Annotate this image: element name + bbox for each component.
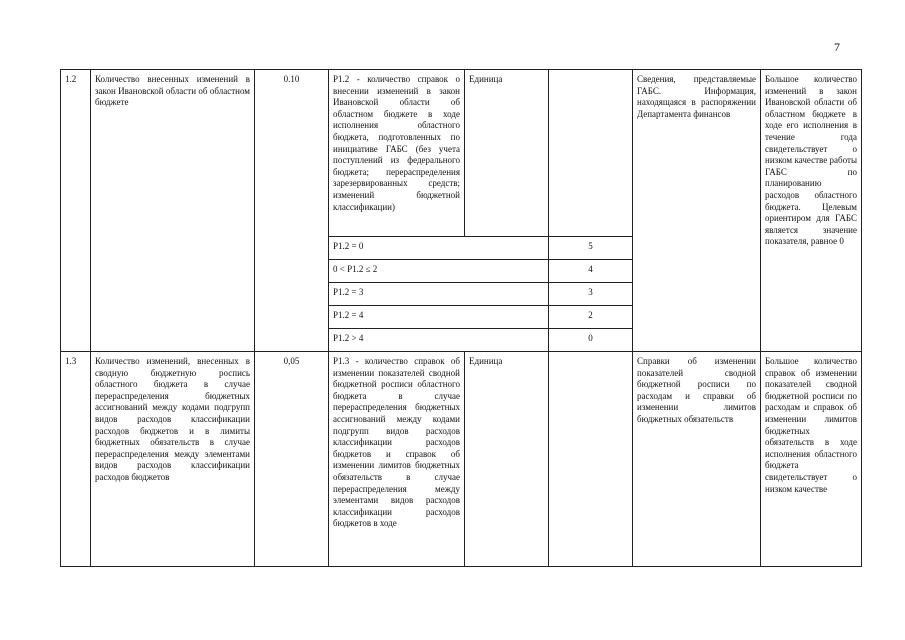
score-condition: 0 < P1.2 ≤ 2 [329, 260, 549, 283]
indicator-source-text: Справки об изменении показателей сводной бюджетной росписи по расходам и справки об изменении лимитов бюджетных обязательств [637, 356, 756, 424]
indicator-source: Сведения, представляемые ГАБС. Информация, находящаяся в распоряжении Департамента финансов [633, 70, 761, 352]
indicator-unit [465, 352, 549, 567]
score-empty-cell [549, 352, 633, 567]
indicator-name [91, 352, 255, 567]
indicator-unit-text: Единица [469, 356, 503, 366]
score-condition: P1.2 = 4 [329, 306, 549, 329]
score-value: 2 [549, 306, 633, 329]
criteria-table [60, 69, 862, 567]
row-number [61, 352, 91, 567]
indicator-weight-text: 0,05 [283, 356, 300, 366]
score-value: 5 [549, 237, 633, 260]
score-value: 4 [549, 260, 633, 283]
indicator-name: Количество внесенных изменений в закон Ивановской области об областном бюджете [91, 70, 255, 352]
page-number: 7 [834, 40, 840, 54]
indicator-comment: Большое количество изменений в закон Ивановской области об областном бюджете в ходе его исполнения в течение года свидетельствует о низком качестве работы ГАБС по планированию расходов областного бюджета. Целевым ориентиром для ГАБС является значение показателя, равное 0 [761, 70, 862, 352]
table-row-1-2 [61, 70, 862, 237]
score-value: 3 [549, 283, 633, 306]
score-condition: P1.2 = 3 [329, 283, 549, 306]
indicator-weight [255, 352, 329, 567]
row-number: 1.2 [61, 70, 91, 352]
score-value: 0 [549, 329, 633, 352]
indicator-formula [329, 352, 465, 567]
indicator-comment [761, 352, 862, 567]
indicator-source [633, 352, 761, 567]
indicator-formula-text: P1.3 - количество справок об изменении показателей сводной бюджетной росписи областного бюджета в случае перераспределения бюджетных ассигнований между кодами подгрупп видов расходов классификации расходов бюджетов и справок об изменении лимитов бюджетных обязательств в случае перераспределения между элементами видов расходов классификации расходов бюджетов в ходе [333, 356, 460, 529]
score-condition: P1.2 > 4 [329, 329, 549, 352]
indicator-formula: P1.2 - количество справок о внесении изменений в закон Ивановской области об областном бюджете в ходе исполнения областного бюджета, подготовленных по инициативе ГАБС (без учета поступлений из федерального бюджета; перераспределения зарезервированных средств; изменений бюджетной классификации) [329, 70, 465, 237]
score-condition: P1.2 = 0 [329, 237, 549, 260]
score-empty-cell [549, 70, 633, 237]
indicator-weight: 0.10 [255, 70, 329, 352]
row-number-text: 1.3 [65, 356, 77, 366]
indicator-comment-text: Большое количество справок об изменении показателей сводной бюджетной росписи по расходам и справок об изменении лимитов бюджетных обязательств в ходе исполнения областного бюджета свидетельствует о низком качестве [765, 356, 857, 494]
indicator-unit: Единица [465, 70, 549, 237]
table-row-1-3 [61, 352, 862, 567]
indicator-name-text: Количество изменений, внесенных в сводную бюджетную роспись областного бюджета в случае перераспределения бюджетных ассигнований между кодами подгрупп видов расходов классификации расходов бюджетов и в лимиты бюджетных обязательств в случае перераспределения между элементами видов расходов классификации расходов бюджетов [95, 356, 250, 482]
